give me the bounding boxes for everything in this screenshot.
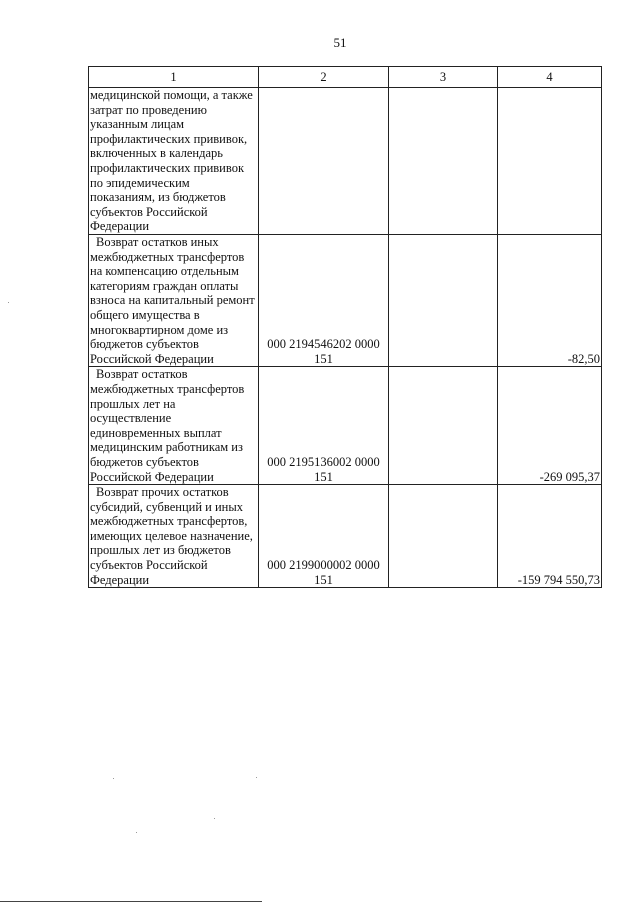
row-description: Возврат прочих остатков субсидий, субвенций и иных межбюджетных трансфертов, имеющих целевое назначение, прошлых лет из бюджетов субъектов Российской Федерации [89,485,259,588]
budget-table [88,66,602,588]
row-code: 000 2195136002 0000 151 [259,367,389,485]
row-amount: -269 095,37 [498,367,602,485]
footer-rule [0,901,262,902]
table-row [89,235,602,367]
table-header-row [89,67,602,88]
row-description: Возврат остатков иных межбюджетных трансфертов на компенсацию отдельным категориям граждан оплаты взноса на капитальный ремонт общего имущества в многоквартирном доме из бюджетов субъектов Российской Федерации [89,235,259,367]
table-row [89,88,602,235]
column-header: 3 [389,67,498,88]
row-col3 [389,235,498,367]
column-header: 4 [498,67,602,88]
row-code: 000 2199000002 0000 151 [259,485,389,588]
row-col3 [389,485,498,588]
table-row [89,367,602,485]
row-amount [498,88,602,235]
row-col3 [389,367,498,485]
row-description: Возврат остатков межбюджетных трансфертов прошлых лет на осуществление единовременных выплат медицинским работникам из бюджетов субъектов Российской Федерации [89,367,259,485]
scan-speck [8,302,9,303]
page-number: 51 [333,35,347,50]
row-amount: -82,50 [498,235,602,367]
row-col3 [389,88,498,235]
row-description: медицинской помощи, а также затрат по проведению указанным лицам профилактических прививок, включенных в календарь профилактических прививок по эпидемическим показаниям, из бюджетов субъектов Российской Федерации [89,88,259,235]
scan-speck [256,777,257,778]
scan-speck [113,778,114,779]
row-code [259,88,389,235]
row-code: 000 2194546202 0000 151 [259,235,389,367]
column-header: 1 [89,67,259,88]
scan-speck [214,818,215,819]
column-header: 2 [259,67,389,88]
row-amount: -159 794 550,73 [498,485,602,588]
scan-speck [136,832,137,833]
table-row [89,485,602,588]
